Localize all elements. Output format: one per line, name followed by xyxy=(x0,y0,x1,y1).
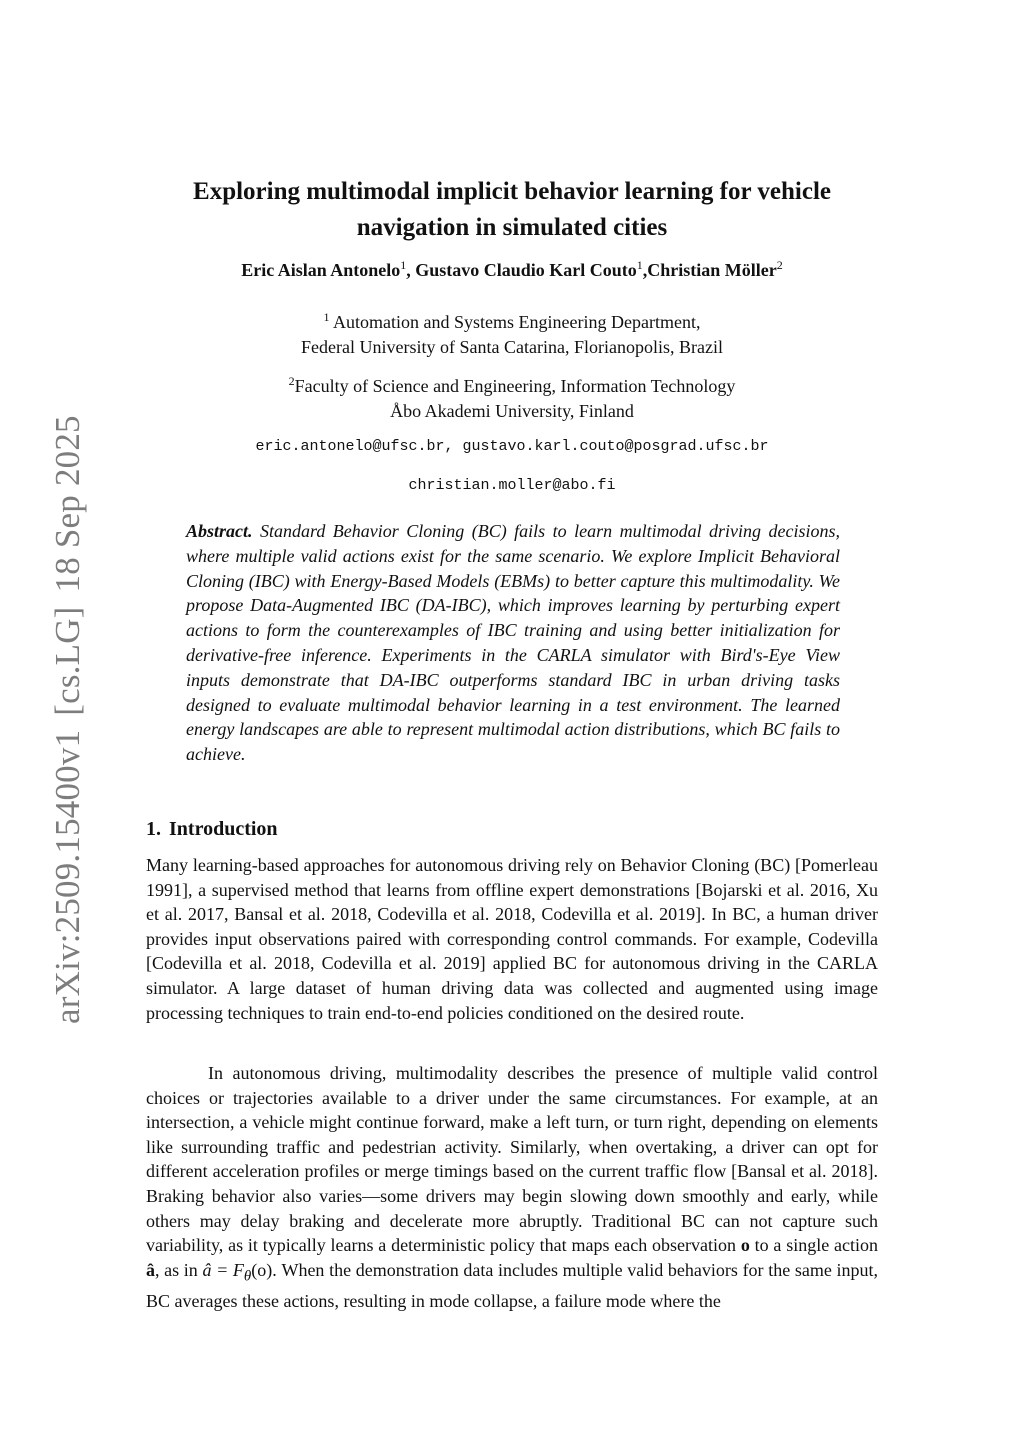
affiliation-1-line-1: Automation and Systems Engineering Department, xyxy=(329,312,701,332)
email-line-1: eric.antonelo@ufsc.br, gustavo.karl.couto@posgrad.ufsc.br xyxy=(255,438,769,455)
action-symbol: â xyxy=(146,1259,155,1280)
author-2-affiliation: 1 xyxy=(636,258,643,272)
arxiv-date: 18 Sep 2025 xyxy=(48,415,87,593)
email-line-2: christian.moller@abo.fi xyxy=(408,477,616,494)
arxiv-stamp xyxy=(48,401,88,1024)
author-3-affiliation: 2 xyxy=(776,258,783,272)
abstract-label: Abstract. xyxy=(186,521,253,541)
affiliation-2-line-2: Åbo Akademi University, Finland xyxy=(390,401,634,421)
author-1-affiliation: 1 xyxy=(400,258,407,272)
affiliation-2-mark: 2 xyxy=(288,374,295,388)
abstract-text: Standard Behavior Cloning (BC) fails to learn multimodal driving decisions, where multiple valid actions exist for the same scenario. We explore Implicit Behavioral Cloning (IBC) with Energy-Based Models (EBMs) to better capture this multimodality. We propose Data-Augmented IBC (DA-IBC), which improves learning by perturbing expert actions to form the counterexamples of IBC training and using better initialization for derivative-free inference. Experiments in the CARLA simulator with Bird's-Eye View inputs demonstrate that DA-IBC outperforms standard IBC in urban driving tasks designed to evaluate multimodal behavior learning in a test environment. The learned energy landscapes are able to represent multimodal action distributions, which BC fails to achieve. xyxy=(186,521,840,765)
author-list xyxy=(140,258,884,281)
section-number: 1. xyxy=(146,818,161,840)
affiliation-1 xyxy=(140,305,884,360)
affiliation-1-mark: 1 xyxy=(323,310,330,324)
policy-equation: â = F xyxy=(202,1259,244,1280)
author-2: , Gustavo Claudio Karl Couto xyxy=(406,260,637,280)
policy-equation-argument: (o) xyxy=(251,1259,273,1280)
observation-symbol: o xyxy=(740,1235,750,1256)
affiliation-1-line-2: Federal University of Santa Catarina, Florianopolis, Brazil xyxy=(301,337,723,357)
author-3: ,Christian Möller xyxy=(642,260,777,280)
affiliation-2 xyxy=(140,369,884,424)
title-line-1: Exploring multimodal implicit behavior learning for vehicle xyxy=(193,178,831,205)
affiliation-2-line-1: Faculty of Science and Engineering, Information Technology xyxy=(294,376,736,396)
intro-paragraph-2: In autonomous driving, multimodality describes the presence of multiple valid control choices or trajectories available to a driver under the same circumstances. For example, at an intersection, a vehicle might continue forward, make a left turn, or turn right, depending on elements like surrounding traffic and pedestrian activity. Similarly, when overtaking, a driver can opt for different acceleration profiles or merge timings based on the current traffic flow [Bansal et al. 2018]. Braking behavior also varies—some drivers may begin slowing down smoothly and early, while others may delay braking and decelerate more abruptly. Traditional BC can not capture such variability, as it typically learns a deterministic policy that maps each observation o to a single action â, as in â = $F_\theta(o)$. When the demonstration data includes multiple valid behaviors for the same input, BC averages these actions, resulting in mode collapse, a failure mode where the xyxy=(146,1063,878,1311)
arxiv-category: [cs.LG] xyxy=(48,606,87,716)
author-1: Eric Aislan Antonelo xyxy=(241,260,401,280)
section-heading xyxy=(146,818,286,841)
paper-title xyxy=(140,174,884,246)
abstract xyxy=(186,519,840,767)
intro-paragraph-1: Many learning-based approaches for autonomous driving rely on Behavior Cloning (BC) [Pomerleau 1991], a supervised method that learns from offline expert demonstrations [Bojarski et al. 2016, Xu et al. 2017, Bansal et al. 2018, Codevilla et al. 2018, Codevilla et al. 2019]. In BC, a human driver provides input observations paired with corresponding control commands. For example, Codevilla [Codevilla et al. 2018, Codevilla et al. 2019] applied BC for autonomous driving in the CARLA simulator. A large dataset of human driving data was collected and augmented using image processing techniques to train end-to-end policies conditioned on the desired route. xyxy=(146,855,878,1023)
arxiv-id: arXiv:2509.15400v1 xyxy=(48,729,87,1024)
section-title: Introduction xyxy=(169,818,278,840)
policy-equation-subscript: θ xyxy=(243,1268,252,1285)
title-line-2: navigation in simulated cities xyxy=(356,214,668,241)
